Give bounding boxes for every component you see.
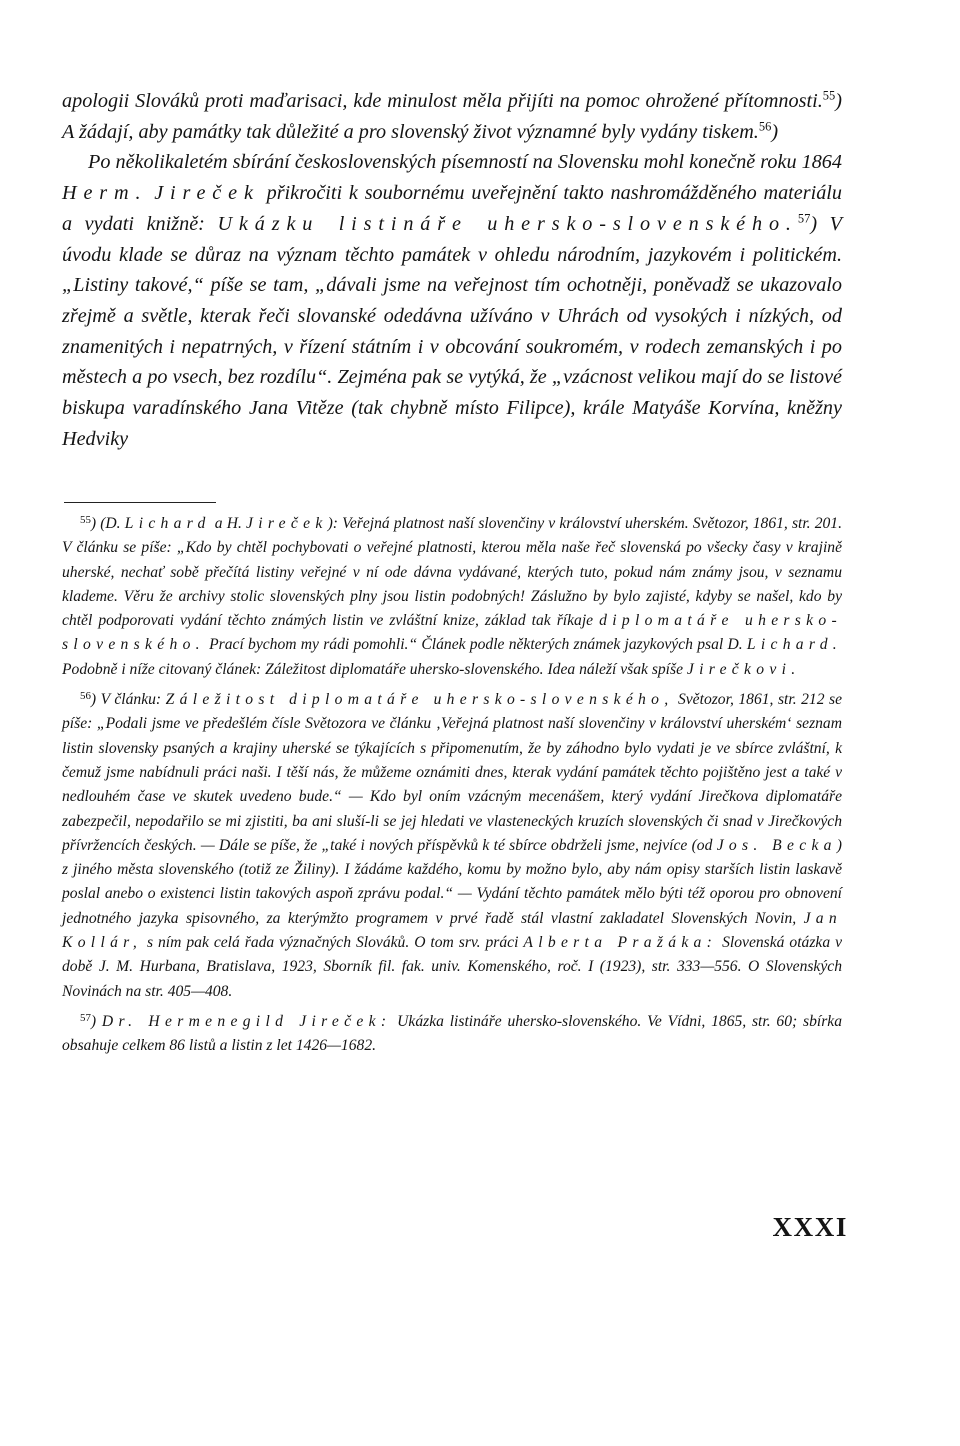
footnote-ref-55[interactable]: 55 [822,88,836,103]
text-run: ) V článku: [90,691,166,709]
footnote-57 [62,1010,842,1059]
paragraph-2 [62,151,842,449]
page-number: XXXI [772,1212,848,1242]
text-run: apologii Slováků proti maďarisaci, kde minulost měla přijíti na pomoc ohrožené přítomnosti. [62,90,823,112]
text-run: ) (D. [90,515,125,532]
spaced-work-title: Záležitost diplomatáře uhersko-slovenského, [165,691,674,709]
footnote-marker: 56 [80,690,91,703]
text-run: ): Veřejná platnost naší slovenčiny v království uherském. Světozor, 1861, str. 201. V článku se píše: „Kdo by chtěl pochybovati o veřejné platnosti, kterou měla naše řeč slovenská po všecky časy v krajině uherské, nechať sobě přečítá listiny veřejné v ní ode dávna vydávané, kterých tuto, pokud nám známy jsou, v seznamu klademe. Věru že archivy stolic slovenských plny jsou listin podobných! Záslužno by bylo zajisté, kdyby se našel, kdo by chtěl podporovati vydání těchto známých listin ve zvláštní knize, základ tak říkaje [62,515,842,630]
text-run: Po několikaletém sbírání československých písemností na Slovensku mohl konečně roku 1864 [88,151,842,174]
spaced-name-jirecek: Jireček [154,182,260,205]
footnote-56 [62,688,842,1004]
footnote-55 [62,512,842,682]
text-run: ) z jiného města slovenského (totiž ze Žiliny). I žádáme každého, komu by možno bylo, aby nám opisy starších listin laskavě poslal anebo o existenci listin takových aspoň zprávu podal.“ — Vydání těchto památek mělo býti též oporou pro obnovení jednotného jazyka spisovného, za kterýmžto programem v prvé řadě stál vlastní zakladatel Slovenských Novin, [62,836,842,927]
footnotes [62,512,842,1065]
text-run: Podobně i níže citovaný článek: Záležitost diplomatáře uhersko-slovenského. Idea náleží však spíše [62,660,687,678]
footnote-marker: 55 [80,514,91,527]
text-run: Slovenská otázka v době J. M. Hurbana, Bratislava, 1923, Sborník fil. fak. univ. Komenského, roč. I (1923), str. 333—556. O Slovenských Novinách na str. 405—408. [62,934,843,1000]
text-run: Prací bychom my rádi pomohli.“ Článek podle některých známek jazykových psal D. [204,636,747,654]
footnote-ref-56[interactable]: 56 [758,118,772,133]
text-run: ) [90,1012,102,1030]
body-text [62,86,842,454]
spaced-name-herm: Herm. [62,182,148,205]
footnote-ref-57[interactable]: 57 [797,211,811,226]
spaced-work-title: Ukázku listináře uhersko-slovenského. [217,212,798,235]
spaced-name-jirecek: Jireček [246,515,328,532]
spaced-name-beck: Jos. Becka [716,836,837,854]
spaced-name-lichard: Lichard. [746,636,842,654]
spaced-name-jireckovi: Jirečkovi. [686,660,801,678]
footnote-separator [64,502,216,503]
text-run: a H. [210,515,246,532]
footnote-marker: 57 [80,1012,91,1025]
text-run: ) [771,120,779,143]
spaced-name-author: Dr. Hermenegild Jireček: [101,1012,392,1030]
text-run: ) A žádají, aby památky tak důležité a pro slovenský život významné byly vydány tiskem. [62,90,842,143]
text-run: s ním pak celá řada význačných Slováků. O tom srv. práci [142,934,524,952]
spaced-name-kollar: Jan Kollár, [62,909,842,952]
text-run: ) V úvodu klade se důraz na význam těchto památek v ohledu národním, jazykovém i politickém. „Listiny takové,“ píše se tam, „dávali jsme na veřejnost tím ochotněji, poněvadž se ukazovalo zřejmě a světle, kterak řeči slovanské odedávna užíváno v Uhrách od vysokých i nízkých, od znamenitých i nepatrných, v řízení státním i v obcování soukromém, v rodech zemanských i po městech a po vsech, bez rozdílu“. Zejména pak se vytýká, že „vzácnost velikou mají do se listové biskupa varadínského Jana Vitěze (tak chybně místo Filipce), krále Matyáše Korvína, kněžny Hedviky [62,212,842,450]
text-run: Světozor, 1861, str. 212 se píše: „Podali jsme ve předešlém čísle Světozora ve článku ‚Veřejná platnost naší slovenčiny v království uherském‘ seznam listin slovensky psaných a krajiny uherské se týkajících s připomenutím, že by záhodno bylo vydati je ve sbírce zvláštní, k čemuž jsme nabídnuli práci naši. I těší nás, že můžeme oznámiti dnes, kterak vydání památek těchto pojištěno jest a také v nedlouhém čase ve skutek uvedeno bude.“ — Kdo byl oním vzácným mecenášem, který vydání Jirečkova diplomatáře zabezpečil, nepodařilo se mi zjistiti, ba ani sluší-li se jej hledati ve vlasteneckých kruzích slovenských či snad v Jirečkových přívržencích českých. — Dále se píše, že „také i nových příspěvků k té sbírce obdrželi jsme, nejvíce (od [62,691,843,854]
paragraph-1 [62,90,842,143]
text-run: přikročiti k soubornému uveřejnění takto nashromážděného materiálu a vydati knižně: [62,182,843,235]
spaced-work-title: diplomatáře uhersko-slovenského. [62,612,842,654]
spaced-name-prazak: Alberta Pražáka: [523,934,718,952]
spaced-name-lichard: Lichard [124,515,211,532]
text-run: Ukázka listináře uhersko-slovenského. Ve Vídni, 1865, str. 60; sbírka obsahuje celkem 86 listů a listin z let 1426—1682. [62,1012,842,1055]
